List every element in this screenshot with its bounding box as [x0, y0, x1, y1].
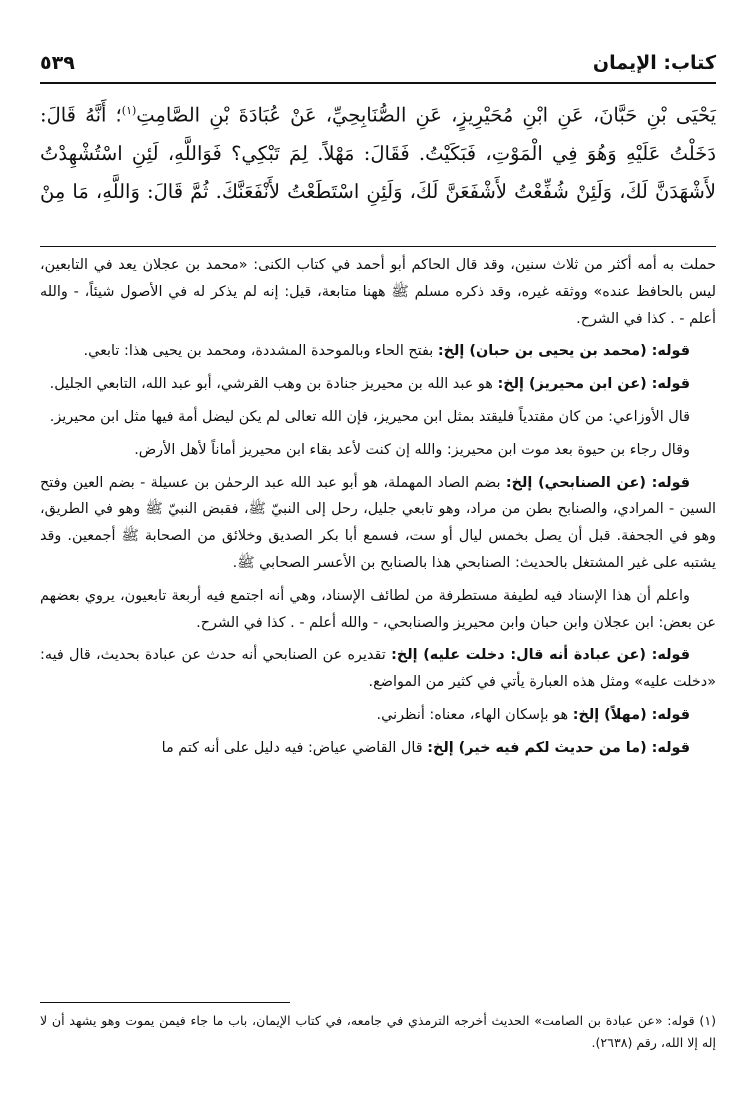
commentary-paragraph: قال الأوزاعي: من كان مقتدياً فليقتد بمثل ابن محيريز، فإن الله تعالى لم يكن ليضل أمة فيها مثل ابن محيريز.	[49, 408, 690, 425]
entry-lead: قوله: (عن عبادة أنه قال: دخلت عليه) إلخ:	[391, 647, 690, 664]
commentary-paragraph: وقال رجاء بن حيوة بعد موت ابن محيريز: والله إن كنت لأعد بقاء ابن محيريز أماناً لأهل الأرض.	[134, 441, 690, 458]
commentary-paragraph	[40, 642, 716, 696]
header-rule	[40, 82, 716, 84]
page-number: ٥٣٩	[40, 52, 75, 74]
entry-lead: قوله: (عن الصنابحي) إلخ:	[505, 474, 691, 491]
entry-text: هو بإسكان الهاء، معناه: أنظرني.	[376, 706, 573, 723]
hadith-line: لأَشْهَدَنَّ لَكَ، وَلَئِنْ شُفِّعْتُ لأَشْفَعَنَّ لَكَ، وَلَئِنِ اسْتَطَعْتُ لأَنْفَعَنَّكَ. ثُمَّ قَالَ: وَاللَّهِ، مَا مِنْ	[40, 179, 716, 203]
chapter-title: كتاب: الإيمان	[592, 52, 716, 74]
commentary-paragraph	[40, 338, 716, 365]
footnotes	[40, 1010, 716, 1054]
hadith-line	[40, 92, 716, 135]
commentary-paragraph	[40, 470, 716, 577]
hadith-line-1: يَحْيَى بْنِ حَبَّانَ، عَنِ ابْنِ مُحَيْرِيزٍ، عَنِ الصُّنَابِحِيِّ، عَنْ عُبَادَةَ بْنِ الصَّامِتِ	[136, 103, 716, 127]
entry-text: بفتح الحاء وبالموحدة المشددة، ومحمد بن يحيى هذا: تابعي.	[83, 343, 438, 360]
footnote-separator	[40, 1002, 290, 1003]
commentary-paragraph	[40, 735, 716, 762]
hadith-line: دَخَلْتُ عَلَيْهِ وَهُوَ فِي الْمَوْتِ، فَبَكَيْتُ. فَقَالَ: مَهْلاً. لِمَ تَبْكِي؟ فَوَاللَّهِ، لَئِنِ اسْتُشْهِدْتُ	[40, 141, 716, 165]
commentary	[40, 252, 716, 768]
entry-lead: قوله: (عن ابن محيريز) إلخ:	[497, 376, 690, 393]
commentary-paragraph	[40, 371, 716, 398]
entry-text: بضم الصاد المهملة، هو أبو عبد الله عبد الرحمٰن بن عسيلة - بضم العين وفتح السين - المرادي، والصنابح بطن من مراد، وهو تابعي جليل، رحل إلى النبيّ ﷺ، فقبض النبيّ ﷺ وهو في الطريق، وهو في الجحفة. قبل أن يصل بخمس ليال أو ست، فسمع أبا بكر الصديق وخلائق من الصحابة ﷺ أجمعين. وقد يشتبه على غير المشتغل بالحديث: الصنابحي هذا بالصنابح بن الأعسر الصحابي ﷺ.	[40, 474, 716, 571]
commentary-paragraph: واعلم أن هذا الإسناد فيه لطيفة مستطرفة من لطائف الإسناد، وهي أنه اجتمع فيه أربعة تابعيون، يروي بعضهم عن بعض: ابن عجلان وابن حبان وابن محيريز والصنابحي، - والله أعلم - . كذا في الشرح.	[40, 587, 716, 631]
entry-lead: قوله: (مهلاً) إلخ:	[572, 706, 690, 723]
entry-lead: قوله: (ما من حديث لكم فيه خير) إلخ:	[427, 739, 690, 756]
entry-text: هو عبد الله بن محيريز جنادة بن وهب القرشي، أبو عبد الله، التابعي الجليل.	[49, 376, 498, 393]
hadith-line-1-end: ؛ أَنَّهُ قَالَ:	[40, 103, 122, 127]
page-header	[40, 52, 716, 82]
commentary-paragraph: حملت به أمه أكثر من ثلاث سنين، وقد قال الحاكم أبو أحمد في كتاب الكنى: «محمد بن عجلان يعد في التابعين، ليس بالحافظ عنده» ووثقه غيره، وقد ذكره مسلم ﷺ ههنا متابعة، قيل: إنه لم يذكر له في الأصول شيئاً، - والله أعلم - . كذا في الشرح.	[40, 257, 716, 327]
hadith-text	[40, 92, 716, 211]
entry-text: قال القاضي عياض: فيه دليل على أنه كتم ما	[161, 739, 428, 756]
text-separator	[40, 246, 716, 247]
entry-text: تقديره عن الصنابحي أنه حدث عن عبادة بحديث، قال فيه: «دخلت عليه» ومثل هذه العبارة يأتي في كثير من المواضع.	[40, 647, 716, 691]
entry-lead: قوله: (محمد بن يحيى بن حبان) إلخ:	[437, 343, 690, 360]
footnote: (١) قوله: «عن عبادة بن الصامت» الحديث أخرجه الترمذي في جامعه، في كتاب الإيمان، باب ما جاء فيمن يموت وهو يشهد أن لا إله إلا الله، رقم (٢٦٣٨).	[40, 1013, 716, 1050]
commentary-paragraph	[40, 702, 716, 729]
footnote-ref: (١)	[121, 104, 137, 117]
